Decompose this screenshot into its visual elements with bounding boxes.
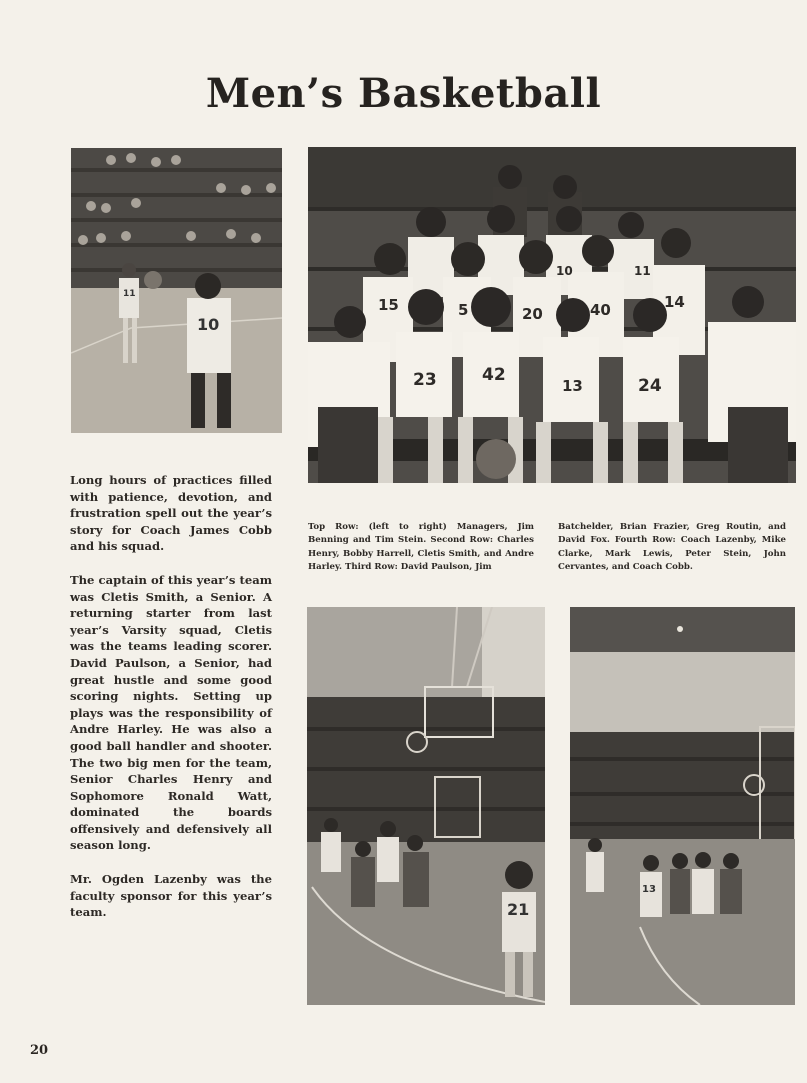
team-caption-right: Batchelder, Brian Frazier, Greg Routin, and David Fox. Fourth Row: Coach Lazenby, Mike Clarke, Mark Lewis, Peter Stein, John Cervantes, and Coach Cobb.: [558, 522, 786, 572]
jersey-number: 15: [378, 296, 399, 314]
paragraph: Long hours of practices filled with patience, devotion, and frustration spell out the year’s story for Coach James Cobb and his squad.: [70, 473, 272, 554]
photo-team-portrait: [308, 147, 796, 483]
jersey-number: 10: [197, 315, 220, 334]
jersey-number: 13: [642, 884, 656, 895]
jersey-number: 14: [664, 293, 685, 311]
jersey-number: 11: [123, 289, 136, 299]
jersey-number: 21: [507, 900, 530, 919]
jersey-number: 11: [634, 264, 651, 278]
article-body: [70, 472, 272, 938]
paragraph: The captain of this year’s team was Cletis Smith, a Senior. A returning starter from last year’s Varsity squad, Cletis was the teams leading scorer. David Paulson, a Senior, had great hustle and some good scoring nights. Setting up plays was the responsibility of Andre Harley. He was also a good ball handler and shooter. The two big men for the team, Senior Charles Henry and Sophomore Ronald Watt, dominated the boards offensively and defensively all season long.: [70, 572, 272, 853]
page-title: Men’s Basketball: [205, 70, 602, 117]
jersey-number: 10: [556, 264, 573, 278]
jersey-number: 42: [482, 365, 506, 385]
jersey-number: 20: [522, 305, 543, 323]
page-number: 20: [30, 1043, 49, 1058]
jersey-number: 24: [638, 376, 662, 396]
jersey-number: 23: [413, 370, 437, 390]
photo-game-action-left: [307, 607, 545, 1005]
photo-player-shooting: [71, 148, 282, 433]
team-caption-left: Top Row: (left to right) Managers, Jim Benning and Tim Stein. Second Row: Charles Henry, Bobby Harrell, Cletis Smith, and Andre Harley. Third Row: David Paulson, Jim: [308, 522, 534, 572]
jersey-number: 40: [590, 301, 611, 319]
paragraph: Mr. Ogden Lazenby was the faculty sponsor for this year’s team.: [70, 872, 272, 920]
photo-game-action-right: [570, 607, 795, 1005]
jersey-number: 13: [562, 377, 583, 395]
jersey-number: 5: [458, 301, 469, 319]
